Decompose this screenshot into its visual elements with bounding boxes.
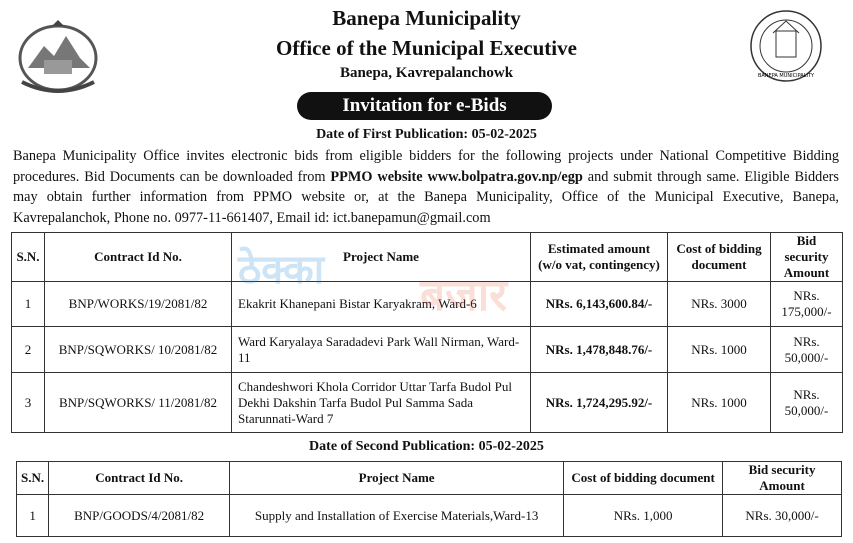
row-contract-id: BNP/GOODS/4/2081/82 (49, 495, 230, 537)
row-security: NRs. 50,000/- (771, 327, 843, 373)
table-row (12, 373, 843, 433)
col-project-name: Project Name (230, 462, 564, 495)
row-project-name: Chandeshwori Khola Corridor Uttar Tarfa Budol Pul Dekhi Dakshin Tarfa Budol Pul Samma Sada Starunnati-Ward 7 (232, 373, 531, 433)
col-bid-security: Bid security Amount (723, 462, 842, 495)
second-publication-date: Date of Second Publication: 05-02-2025 (309, 439, 544, 454)
row-sn: 3 (12, 373, 45, 433)
row-project-name: Supply and Installation of Exercise Materials,Ward-13 (230, 495, 564, 537)
table-row (12, 327, 843, 373)
col-bid-security: Bid security Amount (771, 233, 843, 282)
row-amount: NRs. 6,143,600.84/- (531, 282, 668, 327)
col-estimated-amount: Estimated amount (w/o vat, contingency) (531, 233, 668, 282)
row-sn: 1 (17, 495, 49, 537)
row-project-name: Ward Karyalaya Saradadevi Park Wall Nirman, Ward-11 (232, 327, 531, 373)
intro-paragraph (13, 146, 839, 228)
row-security: NRs. 50,000/- (771, 373, 843, 433)
row-security: NRs. 30,000/- (723, 495, 842, 537)
row-contract-id: BNP/WORKS/19/2081/82 (45, 282, 232, 327)
row-project-name: Ekakrit Khanepani Bistar Karyakram, Ward-6 (232, 282, 531, 327)
intro-text-2: and submit through same. Eligible Bidders may obtain further information from PPMO website or, at the Banepa Municipality, Office of the Municipal Executive, Banepa, Kavrepalanchok, Phone no. 0977-11-661407, Email id: ict.banepamun@gmail.com (13, 168, 839, 226)
table-header-row (17, 462, 842, 495)
row-sn: 1 (12, 282, 45, 327)
row-contract-id: BNP/SQWORKS/ 11/2081/82 (45, 373, 232, 433)
col-contract-id: Contract Id No. (45, 233, 232, 282)
row-amount: NRs. 1,478,848.76/- (531, 327, 668, 373)
ppmo-website: PPMO website www.bolpatra.gov.np/egp (330, 168, 583, 185)
municipality-name: Banepa Municipality (332, 6, 521, 30)
seal-label: BANEPA MUNICIPALITY (757, 73, 815, 79)
col-project-name: Project Name (232, 233, 531, 282)
row-cost: NRs. 1000 (668, 373, 771, 433)
table-row (17, 495, 842, 537)
row-cost: NRs. 1,000 (564, 495, 723, 537)
row-contract-id: BNP/SQWORKS/ 10/2081/82 (45, 327, 232, 373)
col-bid-doc-cost: Cost of bidding document (668, 233, 771, 282)
watermark-text-b: बजार (420, 270, 508, 321)
col-sn: S.N. (12, 233, 45, 282)
notice-title-banner: Invitation for e-Bids (297, 92, 552, 120)
col-sn: S.N. (17, 462, 49, 495)
row-amount: NRs. 1,724,295.92/- (531, 373, 668, 433)
row-cost: NRs. 3000 (668, 282, 771, 327)
row-cost: NRs. 1000 (668, 327, 771, 373)
col-contract-id: Contract Id No. (49, 462, 230, 495)
watermark-text-a: ठेक्का (238, 247, 325, 293)
bids-table-second (16, 461, 842, 537)
col-bid-doc-cost: Cost of bidding document (564, 462, 723, 495)
office-location: Banepa, Kavrepalanchowk (339, 65, 514, 81)
office-name: Office of the Municipal Executive (276, 36, 577, 60)
intro-text-1: Banepa Municipality Office invites electronic bids from eligible bidders for the following projects under National Competitive Bidding procedures. Bid Documents can be downloaded from (13, 148, 839, 185)
row-security: NRs. 175,000/- (771, 282, 843, 327)
row-sn: 2 (12, 327, 45, 373)
first-publication-date: Date of First Publication: 05-02-2025 (316, 127, 537, 142)
